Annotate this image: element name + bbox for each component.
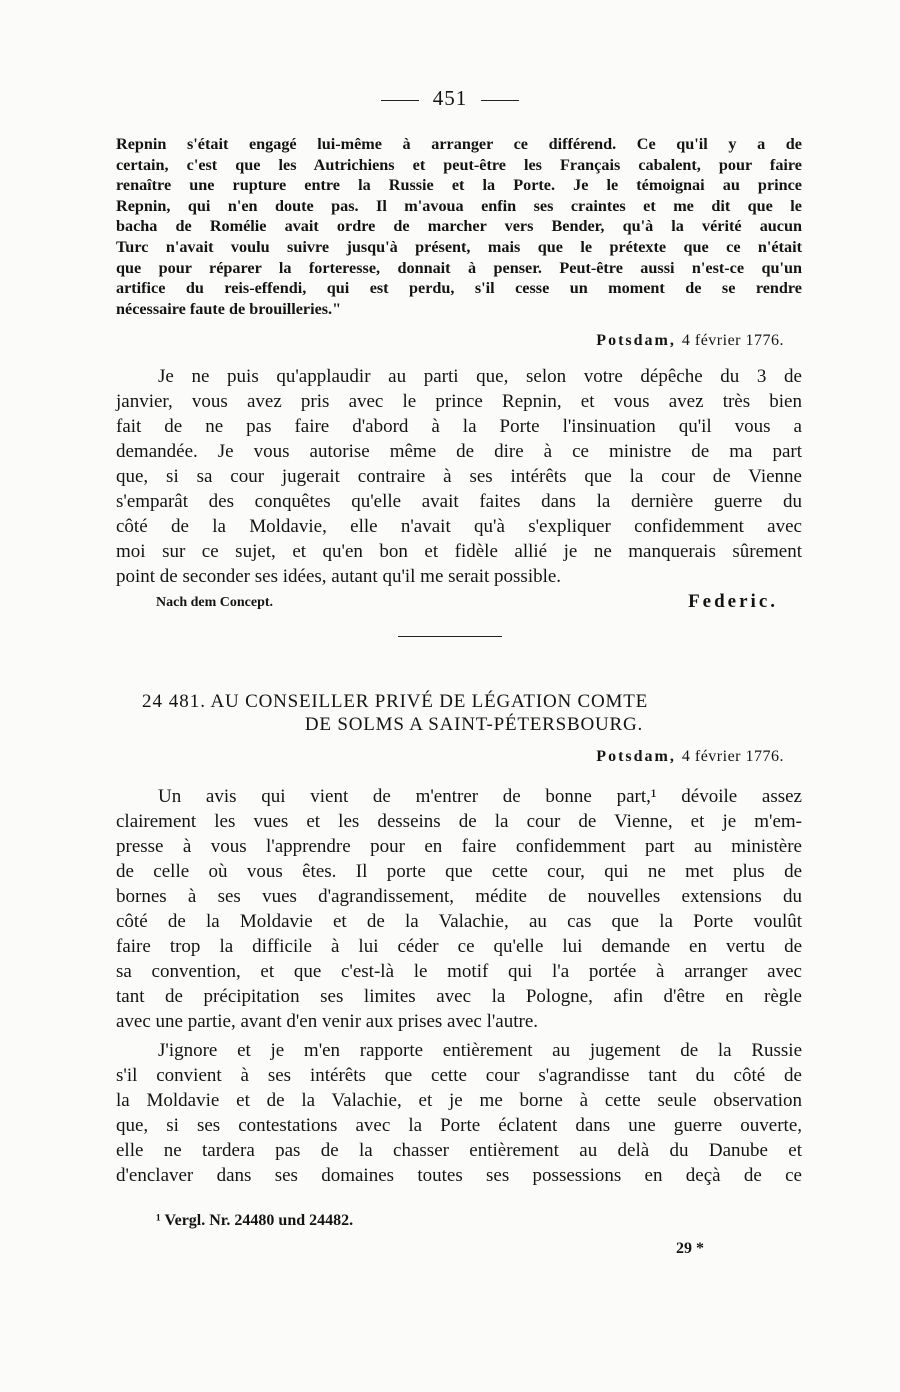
text-line: nécessaire faute de brouilleries." (116, 299, 342, 318)
text-line: bornes à ses vues d'agrandissement, médite de nouvelles extensions du (116, 886, 802, 907)
letter-dateline: Potsdam, 4 février 1776. (596, 748, 784, 765)
text-line: côté de la Moldavie et de la Valachie, au cas que la Porte voulût (116, 911, 802, 932)
text-line: J'ignore et je m'en rapporte entièrement au jugement de la Russie (158, 1040, 802, 1061)
text-line: s'il convient à ses intérêts que cette cour s'agrandisse tant du côté de (116, 1065, 802, 1086)
text-line: sa convention, et que c'est-là le motif qui l'a portée à arranger avec (116, 961, 802, 982)
text-line: que, si ses contestations avec la Porte éclatent dans une guerre ouverte, (116, 1115, 802, 1136)
text-line: point de seconder ses idées, autant qu'il me serait possible. (116, 566, 562, 587)
page-number-dash-left (381, 100, 419, 101)
letter-end-text (116, 134, 802, 319)
text-line: la Moldavie et de la Valachie, et je me borne à cette seule observation (116, 1090, 802, 1111)
text-line: faire trop la difficile à lui céder ce qu'elle lui demande en vertu de (116, 936, 802, 957)
heading-line-2: DE SOLMS A SAINT-PÉTERSBOURG. (304, 714, 644, 735)
heading-line-1: AU CONSEILLER PRIVÉ DE LÉGATION COMTE (210, 691, 649, 712)
text-line: tant de précipitation ses limites avec la Pologne, afin d'être en règle (116, 986, 802, 1007)
footnote: ¹ Vergl. Nr. 24480 und 24482. (156, 1212, 354, 1229)
text-line: bacha de Romélie avait ordre de marcher vers Bender, qu'à la vérité aucun (116, 217, 802, 236)
text-line: d'enclaver dans ses domaines toutes ses possessions en deçà de ce (116, 1165, 802, 1186)
text-line: certain, c'est que les Autrichiens et peut-être les Français cabalent, pour faire (116, 155, 802, 174)
page-number-dash-right (481, 100, 519, 101)
text-line: Repnin s'était engagé lui-même à arranger ce différend. Ce qu'il y a de (116, 135, 802, 153)
reply-dateline: Potsdam, 4 février 1776. (596, 332, 784, 349)
letter-heading (116, 690, 802, 736)
signature-mark: 29 * (676, 1240, 704, 1257)
text-line: Turc n'avait voulu suivre jusqu'à présent, mais que le prétexte que ce n'était (116, 237, 802, 256)
text-line: renaître une rupture entre la Russie et la Porte. Je le témoignai au prince (116, 176, 802, 195)
text-line: clairement les vues et les desseins de la cour de Vienne, et je m'em- (116, 811, 802, 832)
text-line: artifice du reis-effendi, qui est perdu, s'il cesse un moment de se rendre (116, 279, 802, 298)
text-line: demandée. Je vous autorise même de dire à ce ministre de ma part (116, 441, 802, 462)
reply-text (116, 364, 802, 589)
text-line: fait de ne pas faire d'abord à la Porte l'insinuation qu'il vous a (116, 416, 802, 437)
text-line: que pour réparer la forteresse, donnait à penser. Peut-être aussi n'est-ce qu'un (116, 258, 802, 277)
letter-paragraph-1 (116, 784, 802, 1034)
page-number: 451 (0, 86, 900, 111)
letter-number: 24 481. (142, 691, 206, 712)
source-note: Nach dem Concept. (156, 595, 274, 610)
text-line: côté de la Moldavie, elle n'avait qu'à s'expliquer confidemment avec (116, 516, 802, 537)
text-line: avec une partie, avant d'en venir aux prises avec l'autre. (116, 1011, 539, 1032)
text-line: que, si sa cour jugerait contraire à ses intérêts que la cour de Vienne (116, 466, 802, 487)
text-line: Repnin, qui n'en doute pas. Il m'avoua enfin ses craintes et me dit que le (116, 196, 802, 215)
text-line: elle ne tardera pas de la chasser entièrement au delà du Danube et (116, 1140, 802, 1161)
text-line: de celle où vous êtes. Il porte que cette cour, qui ne met plus de (116, 861, 802, 882)
text-line: moi sur ce sujet, et qu'en bon et fidèle allié je ne manquerais sûrement (116, 541, 802, 562)
section-divider (398, 636, 502, 637)
letter-paragraph-2 (116, 1038, 802, 1188)
text-line: presse à vous l'apprendre pour en faire confidemment part au ministère (116, 836, 802, 857)
text-line: Un avis qui vient de m'entrer de bonne part,¹ dévoile assez (158, 786, 802, 807)
text-line: s'emparât des conquêtes qu'elle avait faites dans la dernière guerre du (116, 491, 802, 512)
text-line: Je ne puis qu'applaudir au parti que, selon votre dépêche du 3 de (158, 366, 802, 387)
signature: Federic. (688, 591, 778, 612)
text-line: janvier, vous avez pris avec le prince Repnin, et vous avez très bien (116, 391, 802, 412)
